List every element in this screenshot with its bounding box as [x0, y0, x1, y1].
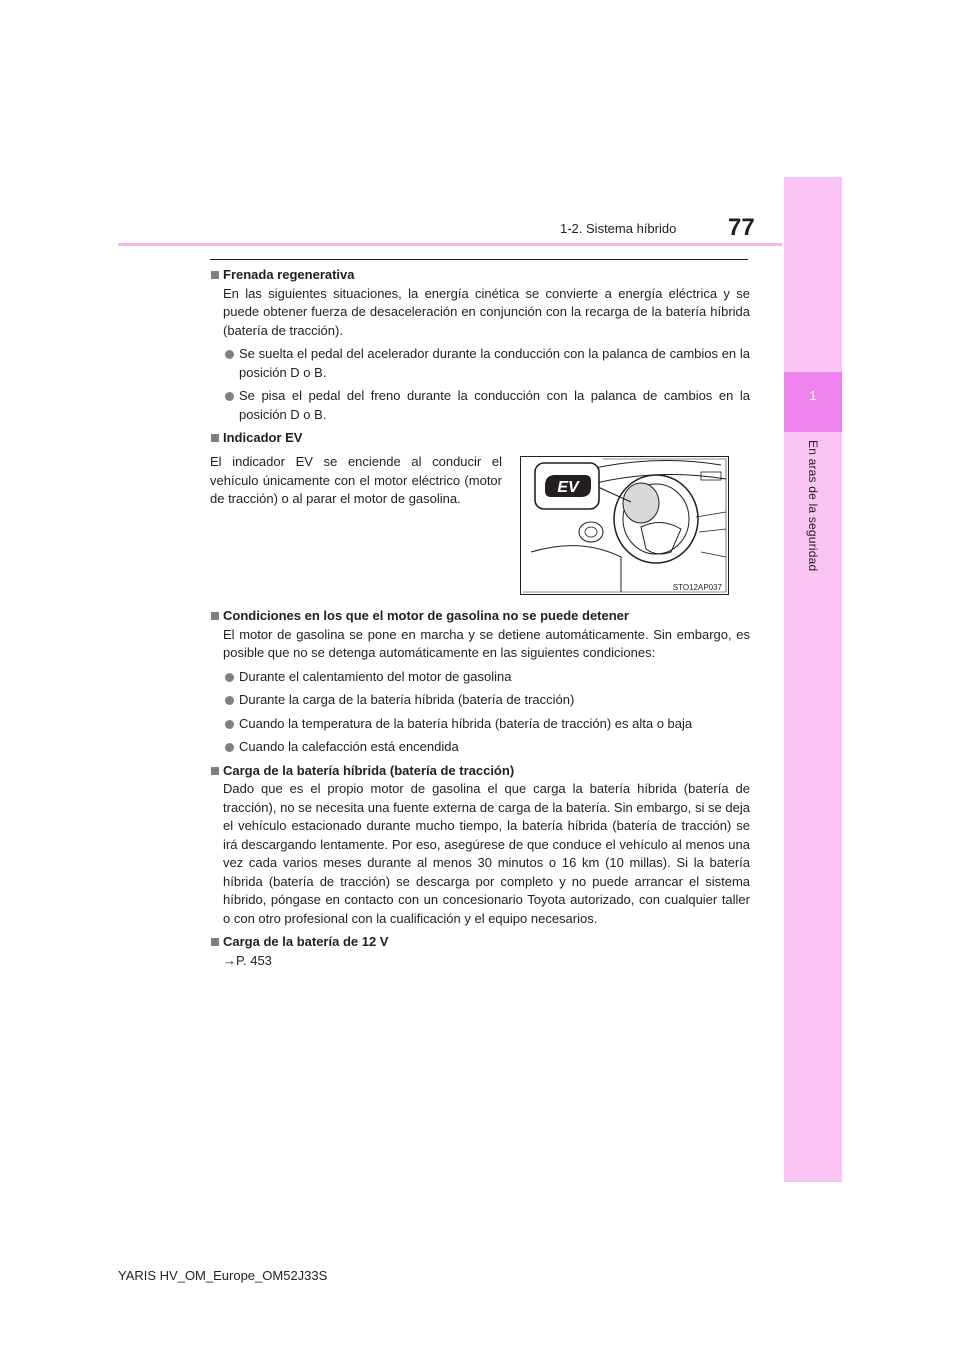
engine-bullet-1: Durante el calentamiento del motor de gasolina	[210, 668, 750, 687]
chapter-label: En aras de la seguridad	[806, 440, 820, 572]
section-title: 1-2. Sistema híbrido	[560, 221, 677, 236]
regen-bullet-2: Se pisa el pedal del freno durante la conducción con la palanca de cambios en la posición D o B.	[210, 387, 750, 424]
illustration-code: STO12AP037	[672, 583, 722, 592]
footer-doc-id: YARIS HV_OM_Europe_OM52J33S	[118, 1268, 328, 1283]
battery12-reference-link[interactable]: →P. 453	[223, 952, 272, 968]
engine-body: El motor de gasolina se pone en marcha y se detiene automáticamente. Sin embargo, es posible que no se detenga automáticamente en las siguientes condiciones:	[223, 626, 750, 660]
page-number: 77	[728, 214, 755, 241]
content-block-top	[210, 266, 750, 448]
heading-ev: Indicador EV	[210, 429, 750, 448]
ev-indicator-text: EV	[557, 479, 579, 496]
engine-bullet-2: Durante la carga de la batería híbrida (batería de tracción)	[210, 691, 750, 710]
content-top-rule	[210, 259, 748, 260]
regen-body: En las siguientes situaciones, la energía cinética se convierte a energía eléctrica y se puede obtener fuerza de desaceleración en conjunción con la recarga de la batería híbrida (batería de tracción).	[223, 285, 750, 338]
content-block-bottom	[210, 607, 750, 970]
heading-charging: Carga de la batería híbrida (batería de tracción)	[210, 762, 750, 781]
regen-bullet-1: Se suelta el pedal del acelerador durante la conducción con la palanca de cambios en la posición D o B.	[210, 345, 750, 382]
charging-body: Dado que es el propio motor de gasolina el que carga la batería híbrida (batería de tracción), no se necesita una fuente externa de carga de la batería. Sin embargo, si se deja el vehículo estacionado durante mucho tiempo, la batería híbrida (batería de tracción) se irá descargando lentamente. Por eso, asegúrese de que conduce el vehículo al menos una vez cada varios meses durante al menos 30 minutos o 16 km (10 millas). Si la batería híbrida (batería de tracción) se descarga por completo y no puede arrancar el sistema híbrido, póngase en contacto con un concesionario Toyota autorizado, con cualquier taller o con otro profesional con la cualificación y el equipo necesarios.	[223, 781, 750, 926]
engine-bullet-3: Cuando la temperatura de la batería híbrida (batería de tracción) es alta o baja	[210, 715, 750, 734]
heading-engine: Condiciones en los que el motor de gasolina no se puede detener	[210, 607, 750, 626]
engine-bullet-4: Cuando la calefacción está encendida	[210, 738, 750, 757]
side-chapter-tab	[784, 177, 842, 1182]
dashboard-drawing	[521, 457, 728, 594]
ev-indicator-illustration	[520, 456, 729, 595]
heading-regen: Frenada regenerativa	[210, 266, 750, 285]
header-rule	[118, 243, 782, 246]
heading-battery12: Carga de la batería de 12 V	[210, 933, 750, 952]
ev-body: El indicador EV se enciende al conducir el vehículo únicamente con el motor eléctrico (motor de tracción) o al parar el motor de gasolina.	[210, 454, 502, 506]
chapter-number: 1	[809, 388, 817, 403]
